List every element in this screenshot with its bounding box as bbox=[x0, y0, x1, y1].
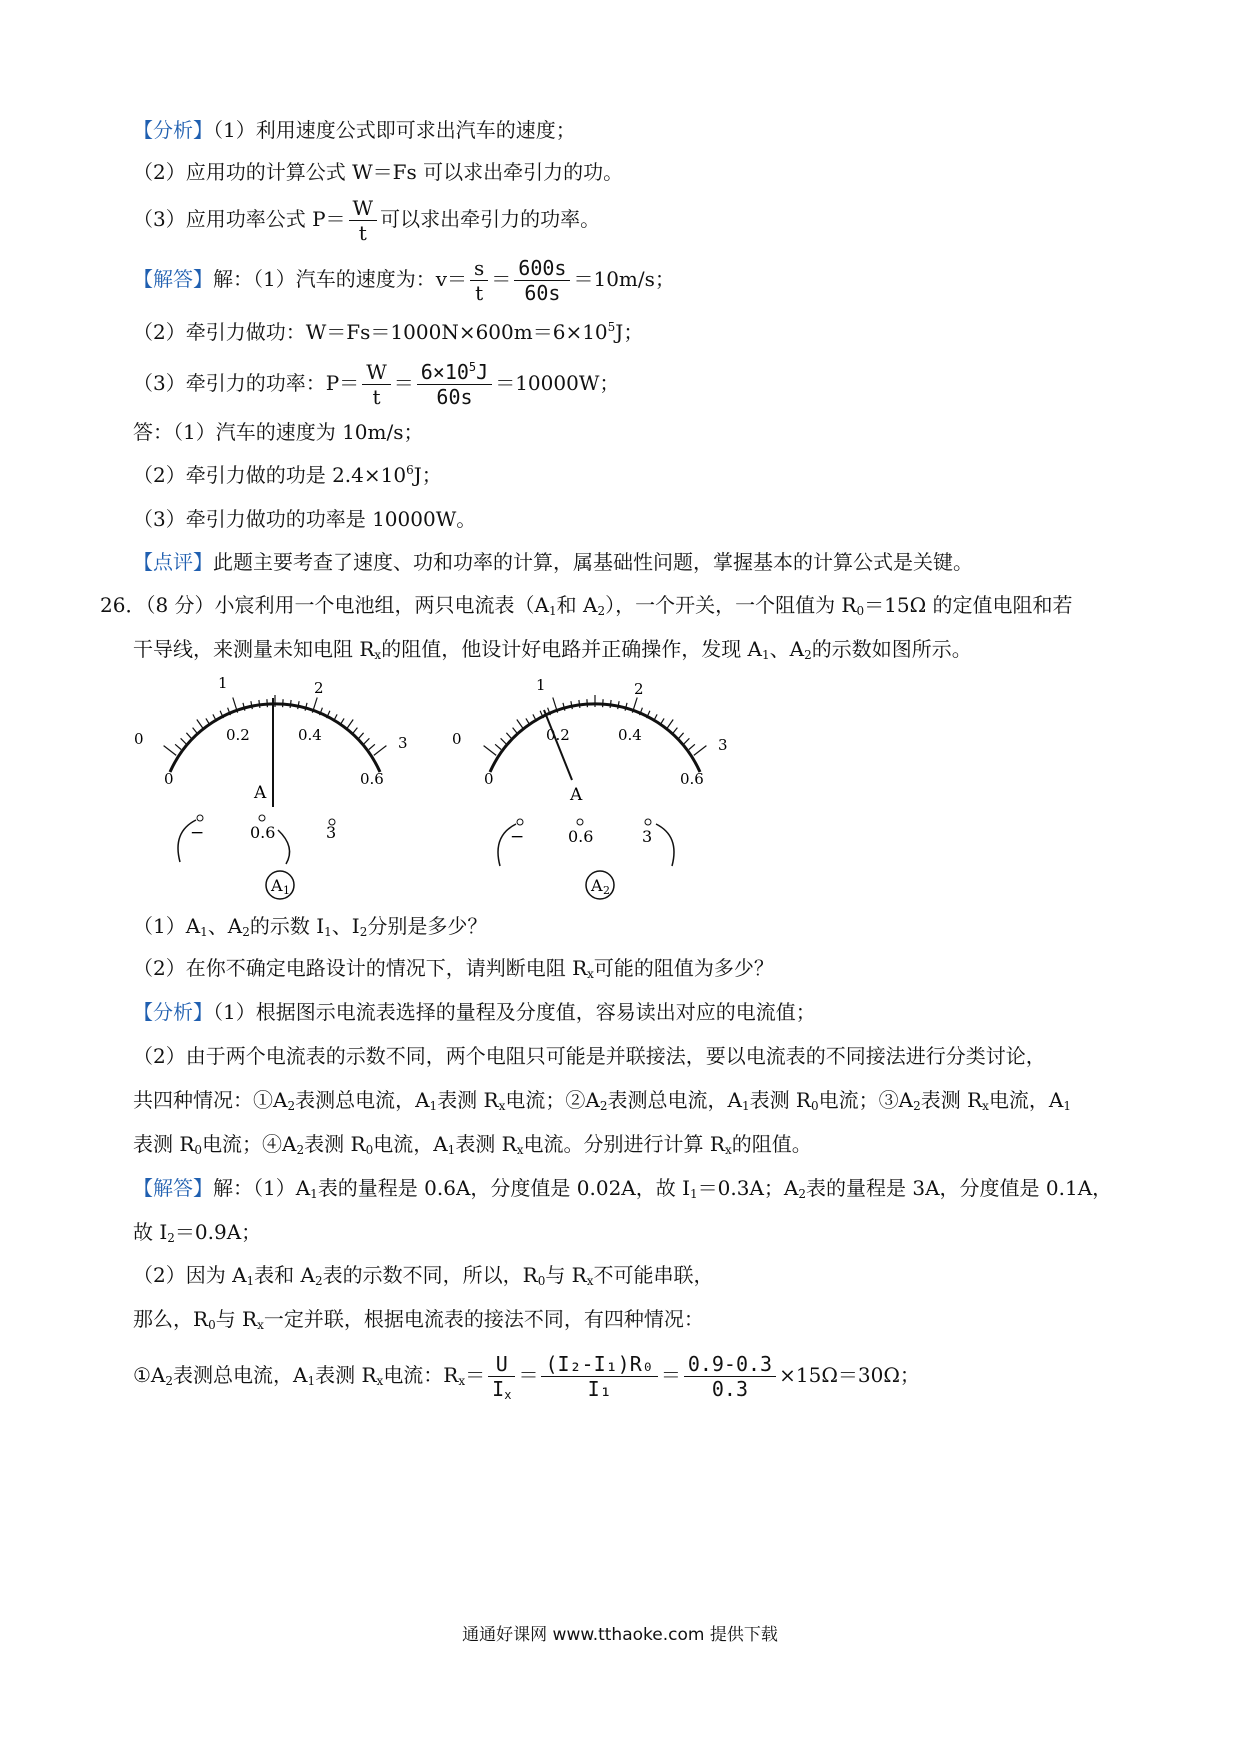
analysis-line-1: 【分析】（1）利用速度公式即可求出汽车的速度； bbox=[133, 118, 576, 142]
analysis2-tag: 【分析】 bbox=[133, 1000, 213, 1024]
scale-tick bbox=[513, 728, 518, 734]
ammeter-a2-scale-top-1: 1 bbox=[536, 676, 546, 694]
comment-tag: 【点评】 bbox=[133, 550, 213, 574]
ammeter-a1-terminal-3: 3 bbox=[326, 823, 337, 842]
ammeter-a1 bbox=[134, 674, 408, 899]
rx-fraction-2: $\frac{\text{(I₂-I₁)R₀}}{\text{I₁}}$ bbox=[541, 1352, 657, 1401]
power-fraction: $\frac{W}{t}$ bbox=[349, 196, 378, 245]
answer2-tag: 【解答】 bbox=[133, 1176, 213, 1200]
rx-fraction-1: $\frac{U}{I_x}$ bbox=[488, 1352, 515, 1401]
scale-tick bbox=[197, 720, 204, 730]
ammeter-a2-scale-bottom-0-2: 0.2 bbox=[546, 726, 570, 744]
question-26-line-1: 26．（8 分）小宸利用一个电池组，两只电流表（$A_1$和 $A_2$），一个开关，一个阻值为 $R_0=15\Omega$ 的定值电阻和若 bbox=[100, 593, 1073, 618]
sub-question-1: $(1)A_1$、$A_2$的示数 $I_1$、$I_2$分别是多少？ bbox=[133, 914, 488, 939]
scale-tick bbox=[666, 720, 673, 730]
scale-tick bbox=[603, 699, 604, 707]
scale-tick bbox=[283, 699, 284, 707]
scale-tick bbox=[259, 700, 260, 708]
conclusion-line-3: （3）牵引力做功的功率是 10000W。 bbox=[133, 507, 477, 531]
rx-fraction-3: $\frac{0.9-0.3}{0.3}$ bbox=[684, 1352, 776, 1401]
scale-tick bbox=[579, 700, 580, 708]
answer-line-1: 【解答】解：（1）汽车的速度为：v＝ $\frac{s}{t}$ ＝ $\frac{600s}{60s}$ ＝10m/s； bbox=[133, 256, 675, 305]
ammeter-a1-terminal-neg-dot bbox=[197, 815, 203, 821]
scale-tick bbox=[610, 700, 611, 708]
ammeter-a2-wire-right bbox=[656, 824, 674, 866]
ammeter-a1-arc bbox=[170, 704, 380, 772]
ammeter-a1-label-sub: 1 bbox=[283, 884, 290, 897]
analysis2-line-3: 共四种情况：$①A_2$表测总电流，$A_1$表测 $R_x$电流；$②A_2$表测总电流，$A_1$表测 $R_0$电流；$③A_2$表测 $R_x$电流，$A_1$ bbox=[133, 1088, 1072, 1113]
ammeter-a2-terminal-3: 3 bbox=[642, 827, 653, 846]
answer2-line-2: 故 $I_2=0.9A$； bbox=[133, 1220, 262, 1245]
scale-tick bbox=[186, 733, 191, 739]
scale-tick bbox=[164, 746, 177, 756]
answer2-line-3: （2）因为 $A_1$表和 $A_2$表的示数不同，所以，$R_0$与 $R_x$不可能串联， bbox=[133, 1263, 714, 1288]
scale-tick bbox=[484, 746, 497, 756]
ammeter-a1-scale-bottom-0: 0 bbox=[164, 770, 174, 788]
ammeter-a2-label-sub: 2 bbox=[603, 884, 610, 897]
conclusion-line-1: 答：（1）汽车的速度为 10m/s； bbox=[133, 420, 424, 444]
analysis-tag: 【分析】 bbox=[133, 118, 213, 142]
ammeter-a2-terminal-neg: − bbox=[510, 827, 525, 847]
analysis2-line-2: （2）由于两个电流表的示数不同，两个电阻只可能是并联接法，要以电流表的不同接法进行分类讨论， bbox=[133, 1044, 1046, 1068]
scale-tick bbox=[364, 738, 370, 744]
scale-tick bbox=[346, 720, 353, 730]
ammeter-a1-terminal-06: 0.6 bbox=[250, 823, 276, 842]
scale-tick bbox=[587, 699, 588, 707]
ammeter-a2-label: A bbox=[591, 876, 603, 895]
power-fraction-1: $\frac{W}{t}$ bbox=[362, 360, 391, 409]
ammeter-a2-terminal-3-dot bbox=[645, 819, 651, 825]
ammeter-a2-scale-bottom-0: 0 bbox=[484, 770, 494, 788]
answer-line-2: （2）牵引力做功：$W=Fs=1000N\times 600m=6\times 10^5J$； bbox=[133, 320, 644, 344]
scale-tick bbox=[175, 744, 181, 749]
scale-tick bbox=[352, 728, 357, 734]
scale-tick bbox=[684, 738, 690, 744]
ammeter-a1-scale-bottom-0-6: 0.6 bbox=[360, 770, 384, 788]
answer-tag: 【解答】 bbox=[133, 267, 213, 291]
ammeter-a2 bbox=[452, 676, 728, 899]
ammeter-a2-needle bbox=[544, 710, 572, 780]
answer2-line-4: 那么，$R_0$与 $R_x$一定并联，根据电流表的接法不同，有四种情况： bbox=[133, 1307, 704, 1332]
ammeter-a2-scale-bottom-0-4: 0.4 bbox=[618, 726, 642, 744]
scale-tick bbox=[571, 701, 572, 709]
ammeter-a2-arc bbox=[490, 704, 700, 772]
scale-tick bbox=[694, 746, 707, 756]
analysis-line-2: （2）应用功的计算公式 W＝Fs 可以求出牵引力的功。 bbox=[133, 160, 624, 184]
ammeter-a2-terminal-06-dot bbox=[577, 819, 583, 825]
ammeter-a1-scale-top-1: 1 bbox=[218, 674, 228, 692]
analysis2-line-4: 表测 $R_0$电流；$④A_2$表测 $R_0$电流，$A_1$表测 $R_x$电流。分别进行计算 $R_x$的阻值。 bbox=[133, 1132, 812, 1157]
analysis2-line-1: 【分析】（1）根据图示电流表选择的量程及分度值，容易读出对应的电流值； bbox=[133, 1000, 816, 1024]
ammeter-a1-ticks bbox=[164, 695, 387, 755]
scale-tick bbox=[517, 720, 524, 730]
ammeter-a2-ticks bbox=[484, 695, 707, 755]
scale-tick bbox=[369, 744, 375, 749]
conclusion-line-2: （2）牵引力做的功是 $2.4\times 10^6J$； bbox=[133, 463, 442, 487]
ammeter-a2-terminal-06: 0.6 bbox=[568, 827, 594, 846]
scale-tick bbox=[678, 733, 683, 739]
sub-question-2: （2）在你不确定电路设计的情况下，请判断电阻 $R_x$可能的阻值为多少？ bbox=[133, 956, 774, 981]
page-footer: 通通好课网 www.tthaoke.com 提供下载 bbox=[462, 1625, 778, 1645]
scale-tick bbox=[506, 733, 511, 739]
ammeter-a1-terminal-06-dot bbox=[259, 815, 265, 821]
scale-tick bbox=[267, 699, 268, 707]
ammeter-a2-unit: A bbox=[570, 785, 583, 805]
ammeter-a1-scale-top-2: 2 bbox=[314, 679, 324, 697]
scale-tick bbox=[672, 728, 677, 734]
answer2-line-1: 【解答】解：$(1)A_1$表的量程是 0.6A，分度值是 0.02A，故 $I_1=0.3A$；$A_2$表的量程是 3A，分度值是 0.1A， bbox=[133, 1176, 1113, 1201]
ammeter-a2-scale-bottom-0-6: 0.6 bbox=[680, 770, 704, 788]
comment-line: 【点评】此题主要考查了速度、功和功率的计算，属基础性问题，掌握基本的计算公式是关键。 bbox=[133, 550, 973, 574]
question-26-line-2: 干导线，来测量未知电阻 $R_x$的阻值，他设计好电路并正确操作，发现 $A_1$、$A_2$的示数如图所示。 bbox=[133, 637, 972, 662]
scale-tick bbox=[181, 738, 187, 744]
ammeter-a2-scale-top-0: 0 bbox=[452, 730, 462, 748]
analysis-line-3: （3）应用功率公式 P＝ $\frac{W}{t}$ 可以求出牵引力的功率。 bbox=[133, 196, 601, 245]
ammeter-a1-label: A bbox=[271, 876, 283, 895]
scale-tick bbox=[501, 738, 507, 744]
ammeter-a1-scale-bottom-0-2: 0.2 bbox=[226, 726, 250, 744]
speed-fraction-1: $\frac{s}{t}$ bbox=[470, 256, 488, 305]
scale-tick bbox=[358, 733, 363, 739]
ammeter-a2-terminal-neg-dot bbox=[517, 819, 523, 825]
answer2-line-5: $①A_2$表测总电流，$A_1$表测 $R_x$电流：$R_x=$ $\frac{U}{I_x}$ ＝ $\frac{\text{(I₂-I₁)R₀}}{\text{I₁}}$ ＝ $\frac{0.9-0.3}{0.3}$ ×15Ω＝30Ω； bbox=[133, 1352, 920, 1402]
speed-fraction-2: $\frac{600s}{60s}$ bbox=[514, 256, 570, 305]
ammeter-a2-scale-top-2: 2 bbox=[634, 680, 644, 698]
ammeter-a1-terminal-neg: − bbox=[190, 823, 205, 843]
ammeter-a1-wire-right bbox=[278, 830, 290, 864]
ammeter-a2-scale-top-3: 3 bbox=[718, 736, 728, 754]
scale-tick bbox=[193, 728, 198, 734]
scale-tick bbox=[298, 701, 299, 709]
scale-tick bbox=[689, 744, 695, 749]
answer-line-3: （3）牵引力的功率：P＝ $\frac{W}{t}$ ＝ $\frac{6\times 10^5J}{60s}$ ＝10000W； bbox=[133, 360, 620, 409]
ammeter-a1-unit: A bbox=[254, 783, 267, 803]
ammeter-a1-scale-bottom-0-4: 0.4 bbox=[298, 726, 322, 744]
power-fraction-2: $\frac{6\times 10^5J}{60s}$ bbox=[417, 360, 492, 409]
ammeter-a1-scale-top-0: 0 bbox=[134, 730, 144, 748]
scale-tick bbox=[251, 701, 252, 709]
scale-tick bbox=[290, 700, 291, 708]
ammeter-a1-scale-top-3: 3 bbox=[398, 734, 408, 752]
scale-tick bbox=[618, 701, 619, 709]
scale-tick bbox=[495, 744, 501, 749]
ammeter-figure bbox=[130, 672, 770, 910]
scale-tick bbox=[374, 746, 387, 756]
